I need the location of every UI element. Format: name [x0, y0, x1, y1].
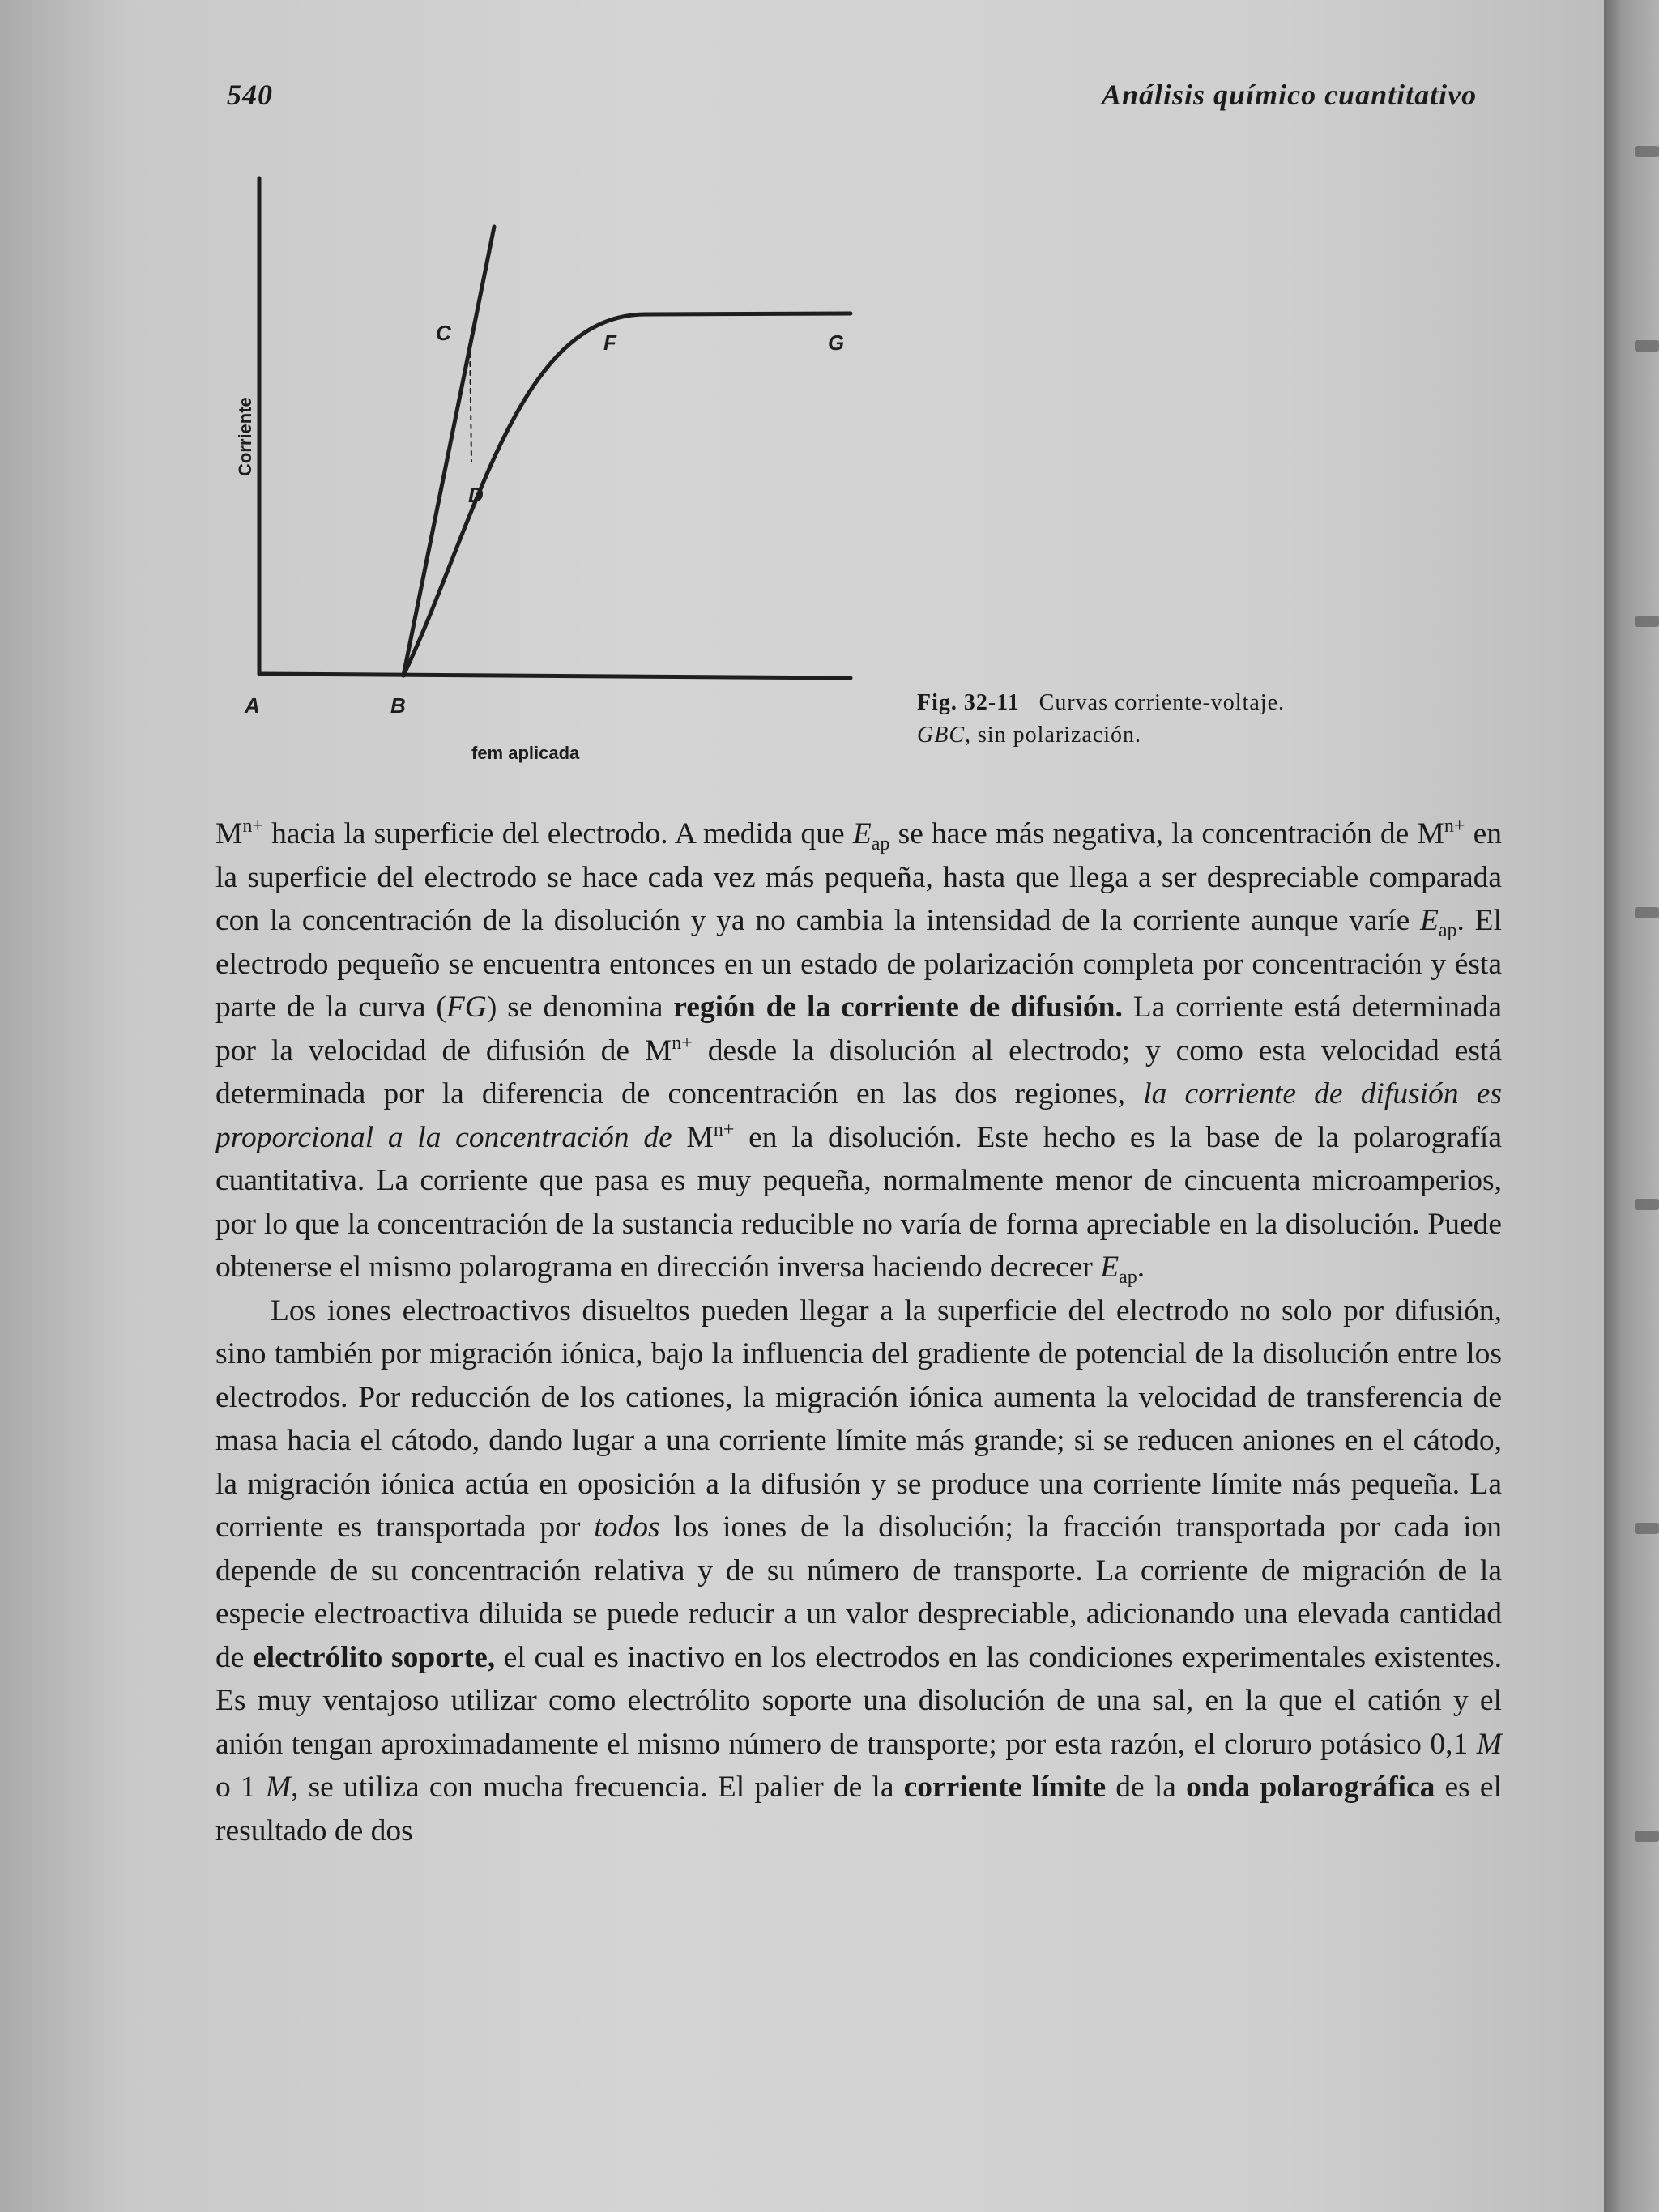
italic-run: M: [1476, 1727, 1502, 1761]
page-gutter: [1604, 0, 1659, 2212]
text-run: de la: [1106, 1771, 1187, 1804]
line-gbc: [403, 227, 494, 676]
italic-run: E: [1100, 1251, 1120, 1284]
italic-run: E: [852, 817, 872, 850]
paragraph-2: [215, 1289, 1502, 1853]
text-run: es el resultado de dos: [215, 1771, 1502, 1848]
figure-number: Fig. 32-11: [917, 690, 1020, 715]
bold-term: electrólito soporte,: [253, 1640, 496, 1674]
subscript: ap: [871, 833, 890, 855]
current-voltage-figure: [211, 162, 899, 778]
adjacent-page-fragment: [1635, 1523, 1659, 1534]
paragraph-1: [215, 812, 1502, 1289]
adjacent-page-fragment: [1635, 146, 1659, 157]
italic-run: todos: [594, 1511, 660, 1544]
label-b: B: [390, 693, 406, 718]
text-run: en la superficie del electrodo se hace cada vez más pequeña, hasta que llega a ser despreciable comparada con la concentración de la disolución y ya no cambia la intensidad de la corriente aunque varíe: [215, 817, 1502, 937]
italic-run: FG: [446, 991, 487, 1024]
figure-caption-rest: sin polarización.: [978, 722, 1142, 748]
adjacent-page-fragment: [1635, 1831, 1659, 1842]
x-axis-label: fem aplicada: [471, 743, 580, 763]
superscript: n+: [713, 1119, 735, 1140]
text-run: el cual es inactivo en los electrodos en las condiciones experimentales existentes. Es muy ventajoso utilizar como electrólito soporte una disolución de una sal, en la que el catión y el anión tengan aproximadamente el mismo número de transporte; por esta razón, el cloruro potásico 0,1: [215, 1640, 1502, 1761]
x-axis: [259, 674, 851, 678]
superscript: n+: [242, 816, 263, 837]
text-run: La corriente está determinada por la velocidad de difusión de M: [215, 991, 1503, 1068]
page-number: 540: [227, 79, 273, 111]
text-run: o 1: [215, 1771, 266, 1804]
figure-caption: [917, 687, 1419, 752]
y-axis-label: Corriente: [235, 397, 255, 476]
bold-term: región de la corriente de difusión.: [673, 991, 1123, 1024]
label-c: C: [436, 321, 451, 345]
label-d: D: [468, 483, 484, 507]
bold-term: onda polarográfica: [1186, 1771, 1435, 1804]
adjacent-page-fragment: [1635, 907, 1659, 918]
adjacent-page-fragment: [1635, 1199, 1659, 1210]
text-run: ) se denomina: [486, 991, 674, 1024]
text-run: .: [1137, 1251, 1145, 1284]
adjacent-page-fragment: [1635, 340, 1659, 352]
adjacent-page-fragment: [1635, 616, 1659, 627]
text-run: desde la disolución al electrodo; y como esta velocidad está determinada por la diferencia de concentración en las dos regiones,: [215, 1034, 1502, 1110]
text-run: se hace más negativa, la concentración de M: [889, 817, 1444, 850]
label-f: F: [603, 330, 616, 355]
label-a: A: [245, 693, 260, 718]
text-run: , se utiliza con mucha frecuencia. El palier de la: [291, 1771, 904, 1804]
body-text: [215, 812, 1502, 1852]
italic-run: la corriente de difusión es proporcional a la concentración de: [215, 1077, 1503, 1154]
text-run: . El electrodo pequeño se encuentra entonces en un estado de polarización completa por concentración y ésta parte de la curva (: [215, 904, 1502, 1024]
italic-run: E: [1419, 904, 1439, 937]
dashed-line-cd: [470, 344, 471, 462]
text-run: hacia la superficie del electrodo. A medida que: [262, 817, 853, 850]
text-run: Los iones electroactivos disueltos pueden llegar a la superficie del electrodo no solo por difusión, sino también por migración iónica, bajo la influencia del gradiente de potencial de la disolución entre los electrodos. Por reducción de los cationes, la migración iónica aumenta la velocidad de transferencia de masa hacia el cátodo, dando lugar a una corriente límite más grande; si se reducen aniones en el cátodo, la migración iónica actúa en oposición a la difusión y se produce una corriente límite más pequeña. La corriente es transportada por: [215, 1294, 1502, 1544]
text-run: M: [215, 817, 243, 850]
superscript: n+: [1444, 816, 1465, 837]
italic-run: M: [265, 1771, 292, 1804]
superscript: n+: [672, 1032, 693, 1054]
figure-caption-italic: GBC,: [917, 722, 971, 748]
bold-term: corriente límite: [903, 1771, 1107, 1804]
subscript: ap: [1438, 920, 1457, 941]
text-run: los iones de la disolución; la fracción transportada por cada ion depende de su concentración relativa y de su número de transporte. La corriente de migración de la especie electroactiva diluida se puede reducir a un valor despreciable, adicionando una elevada cantidad de: [215, 1511, 1502, 1674]
running-head-title: Análisis químico cuantitativo: [1102, 79, 1478, 111]
text-run: en la disolución. Este hecho es la base de la polarografía cuantitativa. La corriente que pasa es muy pequeña, normalmente menor de cincuenta microamperios, por lo que la concentración de la sustancia reducible no varía de forma apreciable en la disolución. Puede obtenerse el mismo polarograma en dirección inversa haciendo decrecer: [215, 1120, 1502, 1284]
subscript: ap: [1119, 1267, 1137, 1288]
text-run: M: [672, 1120, 714, 1154]
label-g: G: [828, 330, 845, 355]
figure-caption-text: Curvas corriente-voltaje.: [1038, 690, 1286, 715]
